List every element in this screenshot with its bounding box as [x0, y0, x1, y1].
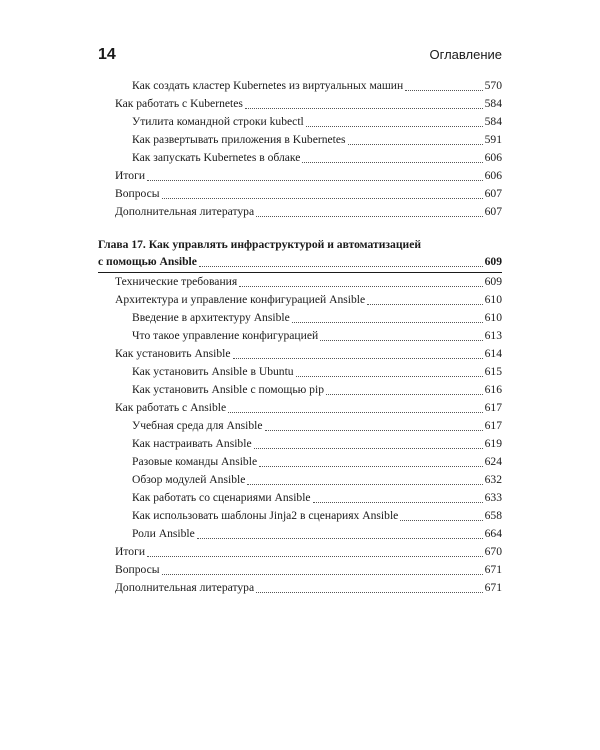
dot-leader [147, 180, 483, 181]
toc-entry[interactable] [98, 561, 502, 579]
dot-leader [228, 412, 482, 413]
toc-entry-page: 610 [484, 293, 502, 306]
toc-entry-page: 617 [484, 401, 502, 414]
toc-entry-title: Дополнительная литература [115, 581, 255, 594]
dot-leader [320, 340, 482, 341]
toc-entry[interactable] [98, 453, 502, 471]
toc-entry[interactable] [98, 273, 502, 291]
page-header [98, 44, 502, 66]
chapter-title-line2: с помощью Ansible [98, 255, 197, 268]
dot-leader [265, 430, 483, 431]
toc-entry-page: 584 [484, 97, 502, 110]
dot-leader [233, 358, 483, 359]
dot-leader [147, 556, 483, 557]
toc-entry-title: Утилита командной строки kubectl [132, 115, 304, 128]
toc-entry-title: Разовые команды Ansible [132, 455, 258, 468]
toc-entry-page: 606 [484, 151, 502, 164]
toc-entry-title: Как настраивать Ansible [132, 437, 252, 450]
dot-leader [245, 108, 483, 109]
toc-entry[interactable] [98, 131, 502, 149]
dot-leader [292, 322, 483, 323]
toc-entry-title: Как запускать Kubernetes в облаке [132, 151, 301, 164]
toc-entry[interactable] [98, 417, 502, 435]
dot-leader [400, 520, 482, 521]
toc-entry-title: Архитектура и управление конфигурацией Ansible [115, 293, 366, 306]
dot-leader [326, 394, 483, 395]
toc-entry-page: 613 [484, 329, 502, 342]
toc-entry[interactable] [98, 543, 502, 561]
dot-leader [162, 198, 483, 199]
toc-entry-title: Дополнительная литература [115, 205, 255, 218]
dot-leader [405, 90, 482, 91]
table-of-contents [98, 77, 502, 597]
toc-entry[interactable] [98, 95, 502, 113]
toc-entry-title: Учебная среда для Ansible [132, 419, 263, 432]
toc-entry-page: 584 [484, 115, 502, 128]
toc-entry-page: 591 [484, 133, 502, 146]
section-spacer [98, 221, 502, 237]
toc-entry-page: 606 [484, 169, 502, 182]
toc-entry-page: 633 [484, 491, 502, 504]
chapter-heading[interactable] [98, 237, 502, 273]
toc-entry-page: 614 [484, 347, 502, 360]
dot-leader [296, 376, 483, 377]
chapter-title-line1: Глава 17. Как управлять инфраструктурой и автоматизацией [98, 238, 422, 251]
toc-entry-title: Как установить Ansible [115, 347, 231, 360]
toc-entry-title: Итоги [115, 545, 146, 558]
toc-entry[interactable] [98, 167, 502, 185]
toc-entry[interactable] [98, 185, 502, 203]
toc-entry-page: 671 [484, 581, 502, 594]
toc-entry-page: 616 [484, 383, 502, 396]
toc-entry-page: 615 [484, 365, 502, 378]
dot-leader [256, 216, 482, 217]
chapter-title-line2-entry [98, 253, 502, 271]
toc-entry[interactable] [98, 309, 502, 327]
toc-entry-title: Введение в архитектуру Ansible [132, 311, 290, 324]
toc-entry[interactable] [98, 327, 502, 345]
toc-entry[interactable] [98, 399, 502, 417]
dot-leader [197, 538, 483, 539]
dot-leader [313, 502, 483, 503]
toc-entry-title: Вопросы [115, 563, 160, 576]
toc-entry-title: Итоги [115, 169, 146, 182]
dot-leader [256, 592, 482, 593]
dot-leader [306, 126, 483, 127]
toc-entry-page: 617 [484, 419, 502, 432]
toc-entry-page: 632 [484, 473, 502, 486]
toc-entry[interactable] [98, 203, 502, 221]
dot-leader [259, 466, 483, 467]
toc-entry-page: 624 [484, 455, 502, 468]
toc-entry[interactable] [98, 435, 502, 453]
toc-entry-page: 664 [484, 527, 502, 540]
dot-leader [199, 266, 483, 267]
toc-entry-page: 609 [484, 275, 502, 288]
toc-entry[interactable] [98, 113, 502, 131]
toc-entry-title: Вопросы [115, 187, 160, 200]
toc-entry[interactable] [98, 507, 502, 525]
toc-entry-title: Как установить Ansible в Ubuntu [132, 365, 294, 378]
toc-entry-title: Обзор модулей Ansible [132, 473, 246, 486]
toc-entry-title: Как использовать шаблоны Jinja2 в сценариях Ansible [132, 509, 399, 522]
toc-entry[interactable] [98, 345, 502, 363]
dot-leader [302, 162, 482, 163]
page-number: 14 [98, 46, 116, 63]
toc-entry[interactable] [98, 471, 502, 489]
running-head: Оглавление [429, 47, 502, 62]
dot-leader [254, 448, 483, 449]
chapter-page-number: 609 [484, 255, 502, 268]
toc-entry[interactable] [98, 149, 502, 167]
toc-entry-title: Как создать кластер Kubernetes из виртуальных машин [132, 79, 404, 92]
toc-entry[interactable] [98, 579, 502, 597]
toc-section-chapter-17 [98, 273, 502, 597]
toc-entry-page: 610 [484, 311, 502, 324]
dot-leader [162, 574, 483, 575]
toc-entry-page: 619 [484, 437, 502, 450]
toc-entry[interactable] [98, 525, 502, 543]
toc-entry-page: 670 [484, 545, 502, 558]
toc-entry-page: 671 [484, 563, 502, 576]
toc-entry-title: Что такое управление конфигурацией [132, 329, 319, 342]
toc-entry-title: Как работать со сценариями Ansible [132, 491, 311, 504]
toc-entry[interactable] [98, 363, 502, 381]
toc-entry-title: Как работать с Ansible [115, 401, 227, 414]
toc-entry[interactable] [98, 489, 502, 507]
toc-entry[interactable] [98, 77, 502, 95]
toc-entry[interactable] [98, 291, 502, 309]
dot-leader [247, 484, 482, 485]
toc-entry-title: Роли Ansible [132, 527, 195, 540]
toc-entry-title: Как развертывать приложения в Kubernetes [132, 133, 346, 146]
dot-leader [239, 286, 482, 287]
toc-entry-title: Как установить Ansible с помощью pip [132, 383, 324, 396]
toc-entry-page: 570 [484, 79, 502, 92]
toc-entry-page: 607 [484, 187, 502, 200]
toc-entry-title: Технические требования [115, 275, 238, 288]
toc-entry-page: 658 [484, 509, 502, 522]
toc-entry-title: Как работать с Kubernetes [115, 97, 243, 110]
toc-entry[interactable] [98, 381, 502, 399]
dot-leader [348, 144, 483, 145]
dot-leader [367, 304, 482, 305]
toc-section-previous-chapter [98, 77, 502, 221]
toc-entry-page: 607 [484, 205, 502, 218]
